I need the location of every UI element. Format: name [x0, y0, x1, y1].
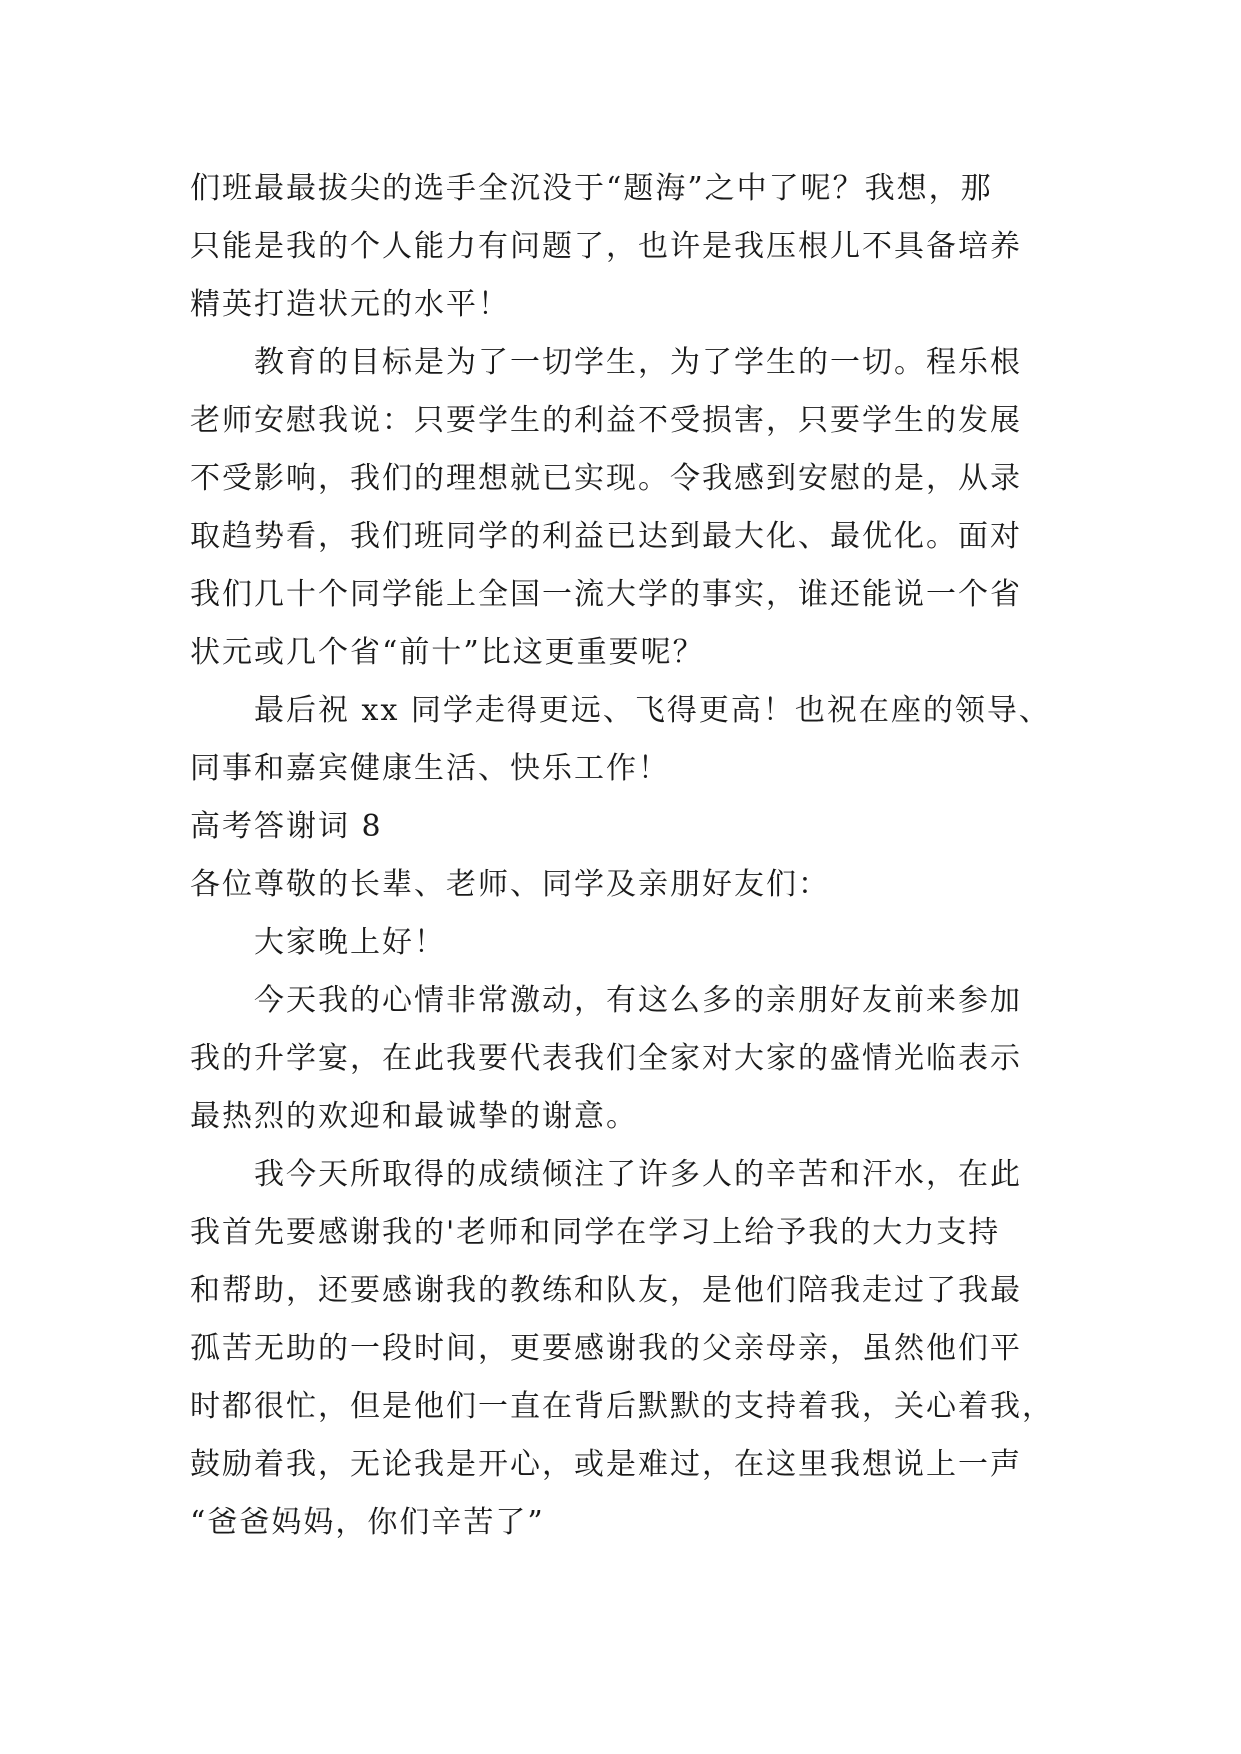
text-line: 只能是我的个人能力有问题了，也许是我压根儿不具备培养	[190, 229, 1022, 264]
text-line: 我们几十个同学能上全国一流大学的事实，谁还能说一个省	[190, 577, 1022, 612]
text-line: 鼓励着我，无论我是开心，或是难过，在这里我想说上一声	[190, 1447, 1022, 1482]
paragraph-start-line: 今天我的心情非常激动，有这么多的亲朋好友前来参加	[254, 983, 1022, 1018]
text-line: 老师安慰我说：只要学生的利益不受损害，只要学生的发展	[190, 403, 1022, 438]
text-line: 我首先要感谢我的'老师和同学在学习上给予我的大力支持	[190, 1215, 1001, 1250]
section-heading: 高考答谢词 8	[190, 809, 383, 844]
text-line: 最热烈的欢迎和最诚挚的谢意。	[190, 1099, 638, 1134]
text-line: 同事和嘉宾健康生活、快乐工作！	[190, 751, 670, 786]
document-body	[190, 160, 1054, 1552]
text-line: “爸爸妈妈，你们辛苦了”	[190, 1505, 545, 1540]
text-line: 精英打造状元的水平！	[190, 287, 510, 322]
paragraph-start-line: 最后祝 xx 同学走得更远、飞得更高！也祝在座的领导、	[254, 693, 1051, 728]
text-line: 我的升学宴，在此我要代表我们全家对大家的盛情光临表示	[190, 1041, 1022, 1076]
text-line: 和帮助，还要感谢我的教练和队友，是他们陪我走过了我最	[190, 1273, 1022, 1308]
paragraph-start-line: 教育的目标是为了一切学生，为了学生的一切。程乐根	[254, 345, 1022, 380]
text-line: 时都很忙，但是他们一直在背后默默的支持着我，关心着我，	[190, 1389, 1054, 1424]
paragraph-start-line: 我今天所取得的成绩倾注了许多人的辛苦和汗水，在此	[254, 1157, 1022, 1192]
greeting-line: 大家晚上好！	[254, 925, 446, 960]
text-line: 孤苦无助的一段时间，更要感谢我的父亲母亲，虽然他们平	[190, 1331, 1022, 1366]
text-line: 不受影响，我们的理想就已实现。令我感到安慰的是，从录	[190, 461, 1022, 496]
text-line: 状元或几个省“前十”比这更重要呢？	[190, 635, 705, 670]
text-line: 取趋势看，我们班同学的利益已达到最大化、最优化。面对	[190, 519, 1022, 554]
text-line: 们班最最拔尖的选手全沉没于“题海”之中了呢？我想，那	[190, 171, 993, 206]
salutation-line: 各位尊敬的长辈、老师、同学及亲朋好友们：	[190, 867, 830, 902]
